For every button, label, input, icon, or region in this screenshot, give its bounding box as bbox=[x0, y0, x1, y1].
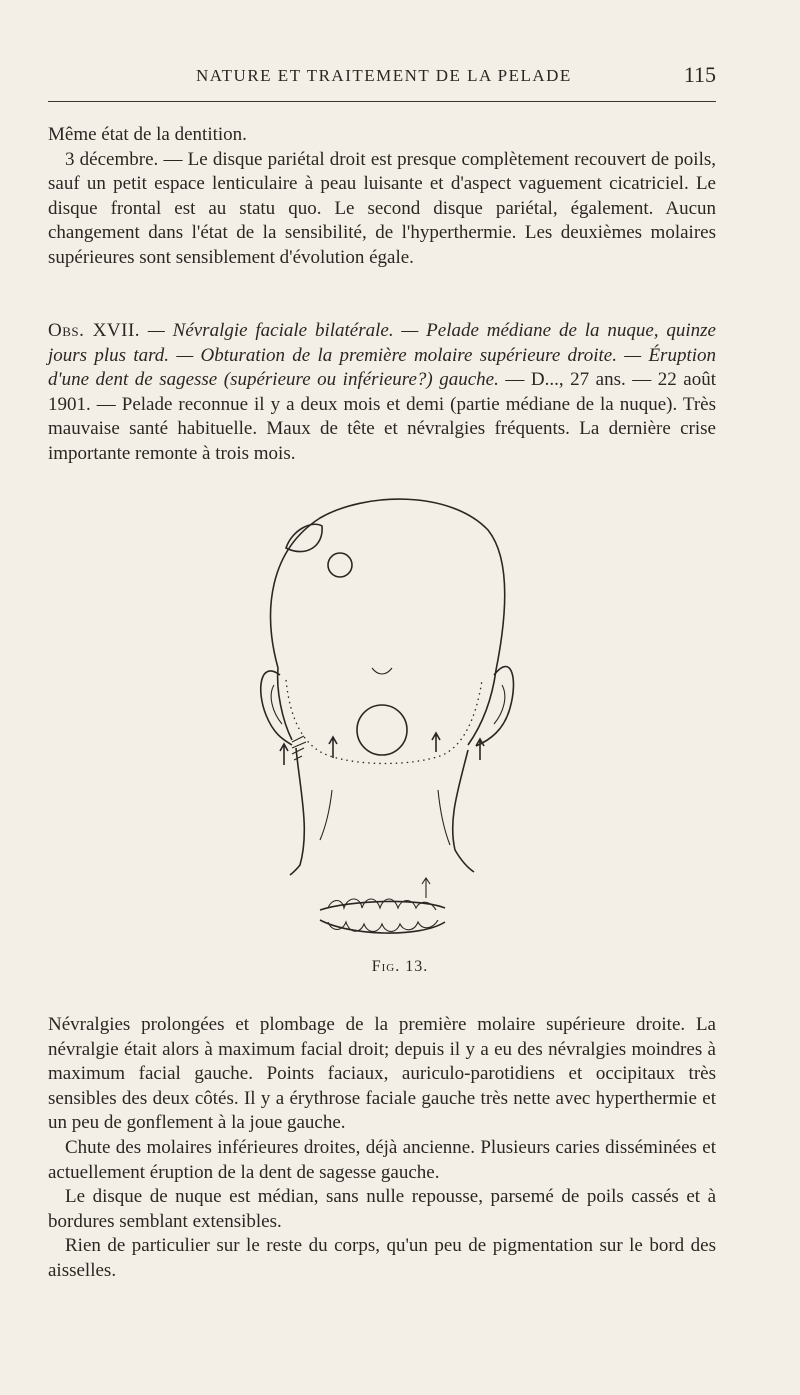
frontal-disc bbox=[328, 553, 352, 577]
running-title: NATURE ET TRAITEMENT DE LA PELADE bbox=[196, 66, 572, 85]
right-ear-inner bbox=[494, 685, 505, 724]
left-hatch bbox=[292, 736, 306, 760]
small-curve-mark bbox=[372, 668, 392, 674]
neck-left bbox=[290, 748, 304, 875]
head-drawing bbox=[200, 490, 600, 960]
head-left-side bbox=[278, 668, 292, 740]
lower-dental-arch bbox=[320, 920, 445, 933]
observation-text: — D..., 27 ans. — 22 août 1901. — Pelade reconnue il y a deux mois et demi (partie médiane de la nuque). Très mauvaise santé habituelle. Maux de tête et névralgies fréquents. La dernière crise importante remonte à trois mois. bbox=[48, 369, 716, 464]
page-header bbox=[48, 64, 716, 94]
observation-paragraph bbox=[48, 319, 716, 467]
observation-label: Obs. XVII. bbox=[48, 320, 141, 341]
paragraph-december: 3 décembre. — Le disque pariétal droit est presque complètement recouvert de poils, sauf un petit espace lenticulaire à peau luisante et d'aspect vaguement cicatriciel. Le disque frontal est au statu quo. Le second disque pariétal, également. Aucun changement dans l'état de la sensibilité, de l'hyperthermie. Les deuxièmes molaires supérieures sont sensiblement d'évolution égale. bbox=[48, 148, 716, 268]
neck-inner-left bbox=[320, 790, 332, 840]
observation-block bbox=[48, 319, 716, 467]
nape-disc bbox=[357, 705, 407, 755]
skull-outline bbox=[271, 499, 505, 670]
paragraph-dentition: Même état de la dentition. bbox=[48, 124, 247, 145]
paragraph-disque-nuque: Le disque de nuque est médian, sans nulle repousse, parsemé de poils cassés et à bordures semblant extensibles. bbox=[48, 1186, 716, 1232]
head-right-side bbox=[468, 670, 496, 745]
arrow-left-inner bbox=[329, 737, 337, 758]
neck-right bbox=[453, 750, 474, 872]
text-block-bottom bbox=[48, 1013, 716, 1284]
figure-caption: Fig. 13. bbox=[371, 958, 429, 975]
header-rule bbox=[48, 101, 716, 102]
hairline-dotted bbox=[286, 680, 482, 764]
arrow-right-inner bbox=[432, 733, 440, 752]
observation-title: — Névralgie faciale bilatérale. — Pelade médiane de la nuque, quinze jours plus tard. — Obturation de la première molaire supérieure droite. — Éruption d'une dent de sagesse (supérieure ou inférieure?) gauche. bbox=[48, 320, 716, 391]
tooth-marker bbox=[422, 878, 430, 898]
paragraph-molaires: Chute des molaires inférieures droites, déjà ancienne. Plusieurs caries disséminées et actuellement éruption de la dent de sagesse gauche. bbox=[48, 1136, 716, 1183]
text-block-top bbox=[48, 123, 716, 271]
paragraph-reste-corps: Rien de particulier sur le reste du corps, qu'un peu de pigmentation sur le bord des aisselles. bbox=[48, 1235, 716, 1281]
neck-inner-right bbox=[438, 790, 450, 845]
left-ear bbox=[261, 671, 292, 745]
arrow-left-outer bbox=[280, 744, 288, 765]
page-number: 115 bbox=[683, 62, 716, 87]
left-parietal-disc bbox=[286, 524, 322, 551]
figure-head-illustration bbox=[200, 490, 600, 960]
paragraph-nevralgies: Névralgies prolongées et plombage de la première molaire supérieure droite. La névralgie était alors à maximum facial droit; depuis il y a eu des névralgies moindres à maximum facial gauche. Points faciaux, auriculo-parotidiens et occipitaux très sensibles des deux côtés. Il y a érythrose faciale gauche très nette avec hyperthermie et un peu de gonflement à la joue gauche. bbox=[48, 1014, 716, 1134]
